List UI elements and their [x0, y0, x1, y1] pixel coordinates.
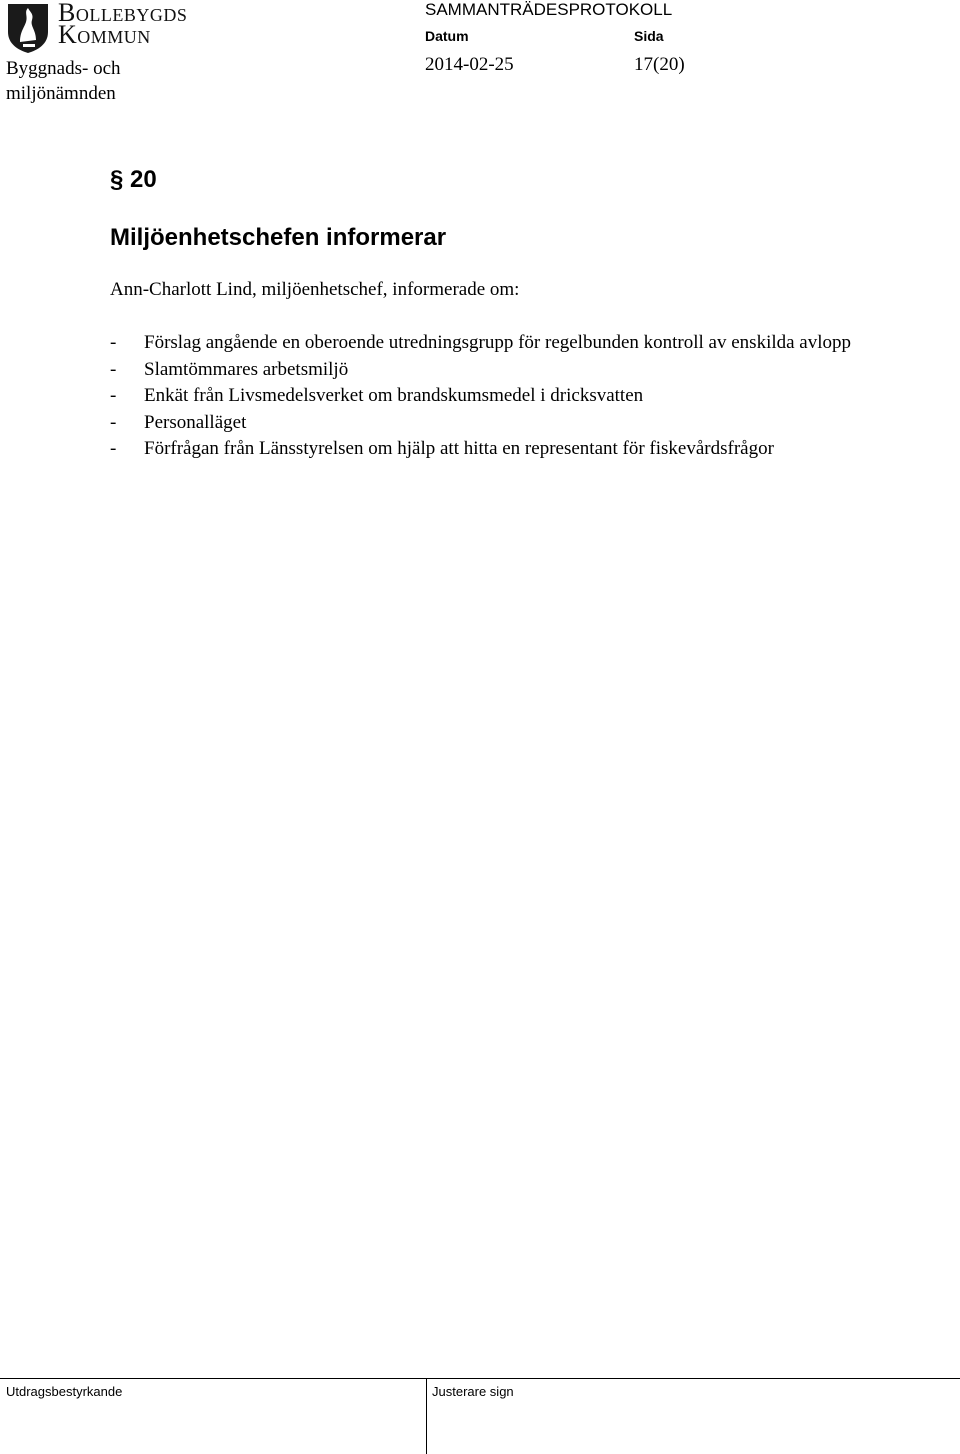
date-value: 2014-02-25 — [425, 54, 514, 75]
section-number: § 20 — [110, 166, 157, 193]
list-item-text: Personalläget — [144, 411, 247, 433]
list-item — [110, 383, 910, 410]
bullet-dash: - — [110, 385, 117, 406]
list-item — [110, 410, 910, 437]
protocol-title: SAMMANTRÄDESPROTOKOLL — [425, 0, 673, 19]
bullet-dash: - — [110, 411, 117, 433]
list-item — [110, 436, 910, 463]
info-list — [110, 330, 910, 463]
footer-divider — [0, 1378, 960, 1379]
adjuster-sign-label: Justerare sign — [432, 1384, 514, 1399]
list-item-text: Slamtömmares arbetsmiljö — [144, 358, 349, 380]
committee-name: Byggnads- och miljönämnden — [6, 58, 121, 104]
org-name-line1: Bollebygds — [58, 0, 188, 27]
bullet-dash: - — [110, 358, 117, 380]
list-item-text: Förslag angående en oberoende utredningsgrupp för regelbunden kontroll av enskilda avlopp — [144, 332, 852, 353]
page-number: 17(20) — [634, 54, 685, 75]
bullet-dash: - — [110, 438, 117, 459]
org-name-line2: Kommun — [58, 20, 151, 49]
list-item — [110, 357, 910, 384]
page-label: Sida — [634, 28, 664, 44]
intro-text: Ann-Charlott Lind, miljöenhetschef, informerade om: — [110, 279, 520, 300]
section-heading: Miljöenhetschefen informerar — [110, 224, 447, 251]
list-item — [110, 330, 910, 357]
bullet-dash: - — [110, 332, 117, 353]
certification-label: Utdragsbestyrkande — [6, 1384, 123, 1399]
municipality-crest-icon — [6, 2, 50, 54]
list-item-text: Enkät från Livsmedelsverket om brandskumsmedel i dricksvatten — [144, 385, 644, 406]
date-label: Datum — [425, 28, 469, 44]
list-item-text: Förfrågan från Länsstyrelsen om hjälp att hitta en representant för fiskevårdsfrågor — [144, 438, 774, 459]
footer-column-divider — [426, 1378, 427, 1454]
